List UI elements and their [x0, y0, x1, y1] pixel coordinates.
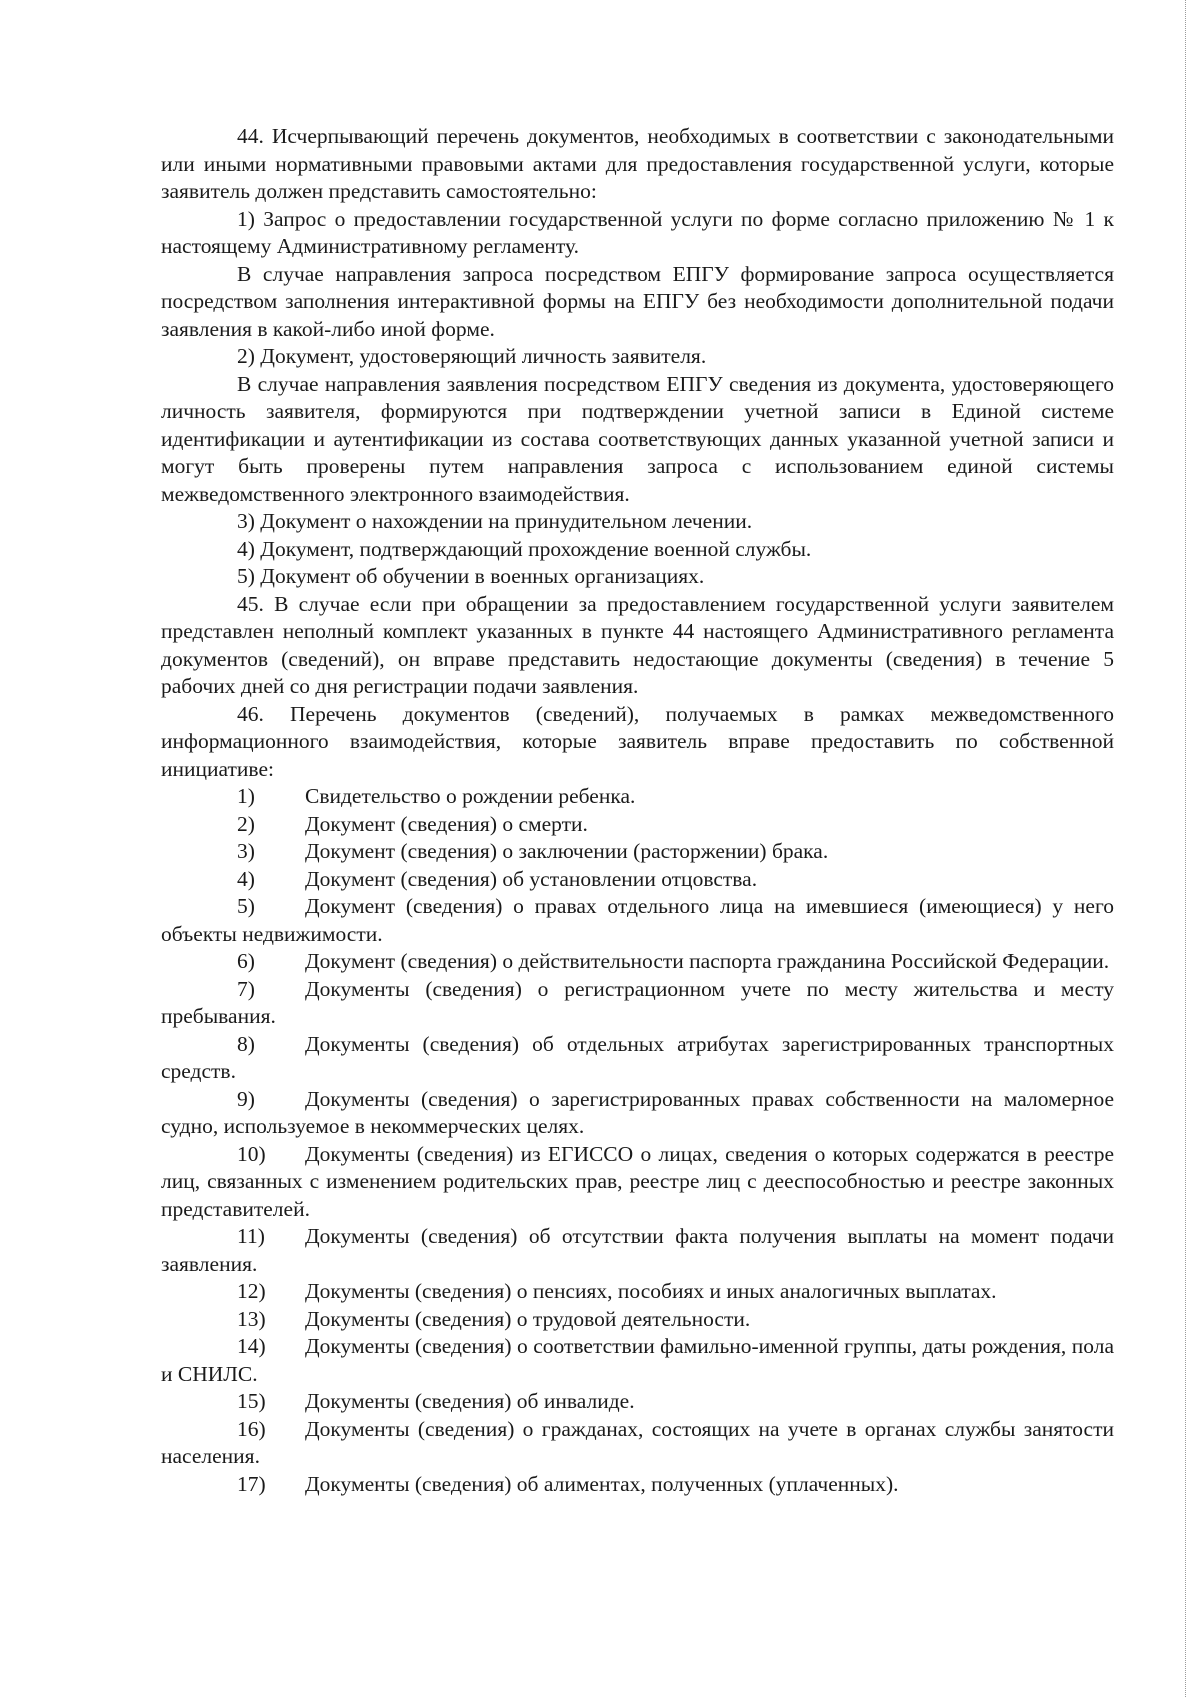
list-item-number: 5): [237, 894, 255, 918]
list-item-number: 11): [237, 1224, 265, 1248]
list-46: [161, 783, 1114, 1498]
list-item: [161, 1388, 1114, 1416]
list-item: [161, 838, 1114, 866]
paragraph-46-intro: 46. Перечень документов (сведений), получаемых в рамках межведомственного информационного взаимодействия, которые заявитель вправе предоставить по собственной инициативе:: [161, 701, 1114, 781]
list-item-text: Документ (сведения) об установлении отцовства.: [305, 866, 758, 891]
paragraph-45: 45. В случае если при обращении за предоставлением государственной услуги заявителем представлен неполный комплект указанных в пункте 44 настоящего Административного регламента документов (сведений), он вправе представить недостающие документы (сведения) в течение 5 рабочих дней со дня регистрации подачи заявления.: [161, 591, 1114, 698]
list-item-text: Документы (сведения) об инвалиде.: [305, 1389, 635, 1413]
list-item: [161, 1333, 1114, 1388]
paragraph-44-item-1: 1) Запрос о предоставлении государственной услуги по форме согласно приложению № 1 к настоящему Административному регламенту.: [161, 206, 1114, 258]
list-item-text: Документы (сведения) об отсутствии факта получения выплаты на момент подачи заявления.: [161, 1224, 1114, 1276]
paragraph-44-item-2-epgu: В случае направления заявления посредством ЕПГУ сведения из документа, удостоверяющего личность заявителя, формируются при подтверждении учетной записи в Единой системе идентификации и аутентификации из состава соответствующих данных указанной учетной записи и могут быть проверены путем направления запроса с использованием единой системы межведомственного электронного взаимодействия.: [161, 371, 1114, 506]
list-item-number: 6): [237, 949, 255, 973]
list-item-text: Документ (сведения) о заключении (расторжении) брака.: [305, 839, 829, 863]
list-item: [161, 866, 1114, 894]
list-item: [161, 783, 1114, 811]
list-item-text: Документы (сведения) об алиментах, полученных (уплаченных).: [305, 1471, 899, 1496]
list-item: [161, 1223, 1114, 1278]
list-item-number: 12): [237, 1279, 266, 1303]
list-item-number: 3): [237, 839, 255, 863]
list-item: [161, 1416, 1114, 1471]
list-item-text: Документ (сведения) о действительности паспорта гражданина Российской Федерации.: [305, 949, 1110, 973]
paragraph-44-item-5: 5) Документ об обучении в военных организациях.: [237, 564, 705, 588]
list-item-number: 2): [237, 811, 255, 836]
list-item: [161, 1306, 1114, 1334]
scan-edge-dotted-line: [1185, 0, 1186, 1697]
list-item-text: Документ (сведения) о правах отдельного лица на имевшиеся (имеющиеся) у него объекты недвижимости.: [161, 894, 1114, 946]
list-item-text: Документ (сведения) о смерти.: [305, 811, 588, 836]
list-item-number: 15): [237, 1389, 266, 1413]
paragraph-44-intro: 44. Исчерпывающий перечень документов, необходимых в соответствии с законодательными или иными нормативными правовыми актами для предоставления государственной услуги, которые заявитель должен представить самостоятельно:: [161, 124, 1114, 203]
list-item-number: 8): [237, 1031, 255, 1056]
list-item: [161, 1471, 1114, 1499]
paragraph-44-item-3: 3) Документ о нахождении на принудительном лечении.: [237, 509, 753, 533]
list-item: [161, 1031, 1114, 1086]
list-item: [161, 811, 1114, 839]
list-item-number: 14): [237, 1334, 266, 1358]
list-item-text: Документы (сведения) о пенсиях, пособиях и иных аналогичных выплатах.: [305, 1279, 997, 1303]
paragraph-44-item-4: 4) Документ, подтверждающий прохождение военной службы.: [237, 536, 812, 561]
paragraph-44-item-1-epgu: В случае направления запроса посредством ЕПГУ формирование запроса осуществляется посредством заполнения интерактивной формы на ЕПГУ без необходимости дополнительной подачи заявления в какой-либо иной форме.: [161, 261, 1114, 341]
list-item-text: Документы (сведения) о трудовой деятельности.: [305, 1306, 751, 1331]
list-item: [161, 976, 1114, 1031]
list-item: [161, 1086, 1114, 1141]
list-item-text: Документы (сведения) о гражданах, состоящих на учете в органах службы занятости населения.: [161, 1416, 1114, 1468]
list-item: [161, 1141, 1114, 1224]
list-item-text: Документы (сведения) о регистрационном учете по месту жительства и месту пребывания.: [161, 976, 1114, 1028]
list-item-text: Документы (сведения) из ЕГИССО о лицах, сведения о которых содержатся в реестре лиц, связанных с изменением родительских прав, реестре лиц с дееспособностью и реестре законных представителей.: [161, 1141, 1114, 1221]
list-item-text: Документы (сведения) о зарегистрированных правах собственности на маломерное судно, используемое в некоммерческих целях.: [161, 1086, 1114, 1138]
list-item-number: 16): [237, 1416, 266, 1441]
list-item-text: Документы (сведения) об отдельных атрибутах зарегистрированных транспортных средств.: [161, 1031, 1114, 1083]
list-item-number: 10): [237, 1141, 266, 1166]
document-page: [161, 123, 1114, 1498]
list-item-number: 7): [237, 976, 255, 1001]
list-item-number: 17): [237, 1471, 266, 1496]
list-item-number: 4): [237, 866, 255, 891]
list-item-number: 9): [237, 1086, 255, 1111]
list-item: [161, 893, 1114, 948]
list-item-text: Документы (сведения) о соответствии фамильно-именной группы, даты рождения, пола и СНИЛС.: [161, 1334, 1114, 1386]
list-item-number: 13): [237, 1306, 266, 1331]
list-item: [161, 1278, 1114, 1306]
list-item-text: Свидетельство о рождении ребенка.: [305, 784, 636, 808]
list-item: [161, 948, 1114, 976]
paragraph-44-item-2: 2) Документ, удостоверяющий личность заявителя.: [237, 344, 707, 368]
list-item-number: 1): [237, 784, 255, 808]
